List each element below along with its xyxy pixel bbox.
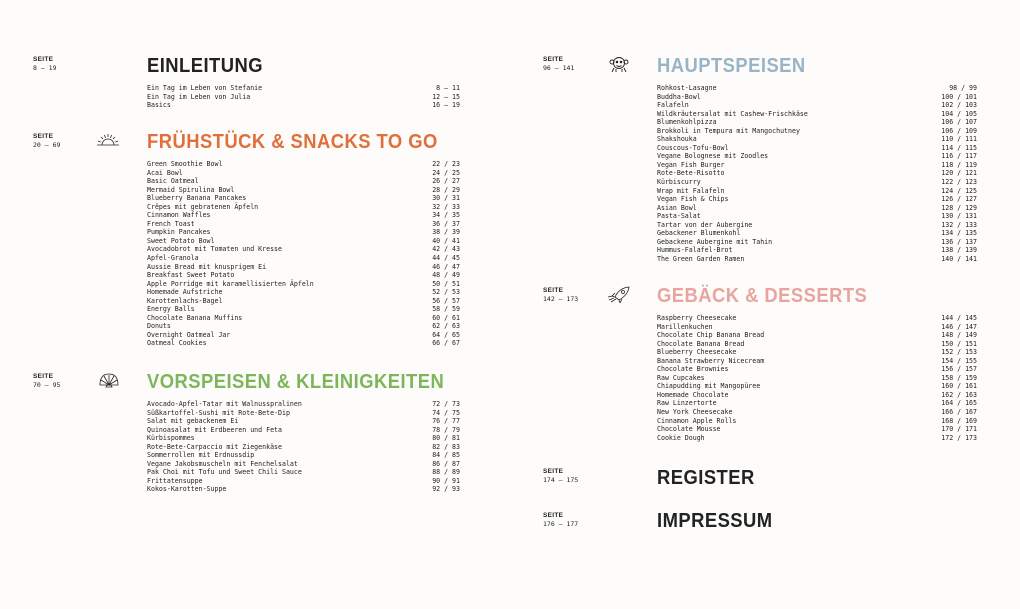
toc-entry-name: Salat mit gebackenem Ei	[147, 417, 239, 426]
toc-entry-name: Homemade Chocolate	[657, 390, 729, 399]
toc-entry[interactable]	[147, 211, 460, 220]
toc-entry-name: Avocado-Apfel-Tatar mit Walnusspralinen	[147, 400, 302, 408]
toc-entry[interactable]	[147, 84, 460, 93]
toc-entry-pages: 30 / 31	[432, 194, 460, 203]
seite-fruehstueck	[33, 133, 60, 149]
toc-entry[interactable]	[657, 127, 977, 136]
toc-entry-pages: 24 / 25	[432, 168, 460, 177]
list-fruehstueck	[147, 160, 460, 348]
rocket-icon	[607, 285, 631, 303]
toc-entry-pages: 170 / 171	[941, 425, 977, 434]
toc-entry-name: Shakshouka	[657, 135, 697, 144]
toc-entry-name: Blueberry Banana Pancakes	[147, 194, 247, 203]
toc-entry[interactable]	[657, 101, 977, 110]
seite-range: 176 – 177	[543, 520, 579, 528]
toc-entry-pages: 52 / 53	[432, 288, 460, 297]
toc-entry-pages: 126 / 127	[941, 195, 977, 204]
toc-entry-pages: 118 / 119	[941, 160, 977, 169]
toc-entry-name: Pumpkin Pancakes	[147, 228, 211, 237]
toc-entry-name: Quinoasalat mit Erdbeeren und Feta	[147, 425, 282, 434]
section-title-impressum[interactable]: IMPRESSUM	[657, 510, 773, 532]
toc-entry-pages: 132 / 133	[941, 220, 977, 229]
toc-entry-pages: 148 / 149	[941, 331, 977, 340]
section-title-fruehstueck[interactable]: FRÜHSTÜCK & SNACKS TO GO	[147, 131, 438, 153]
toc-entry[interactable]	[147, 101, 460, 110]
toc-entry[interactable]	[657, 169, 977, 178]
toc-entry[interactable]	[147, 434, 460, 443]
toc-entry-pages: 86 / 87	[432, 459, 460, 468]
toc-entry-pages: 120 / 121	[941, 169, 977, 178]
list-hauptspeisen	[657, 84, 977, 263]
toc-entry-name: Kürbiscurry	[657, 178, 701, 187]
toc-entry-name: Ein Tag im Leben von Stefanie	[147, 84, 263, 92]
toc-entry-name: Apple Porridge mit karamellisierten Äpfeln	[147, 279, 314, 288]
toc-entry-name: Chocolate Banana Muffins	[147, 313, 243, 322]
toc-entry-pages: 102 / 103	[941, 101, 977, 110]
toc-entry[interactable]	[657, 365, 977, 374]
toc-entry[interactable]	[147, 460, 460, 469]
toc-entry-name: Energy Balls	[147, 305, 195, 314]
toc-entry-pages: 172 / 173	[941, 433, 977, 442]
section-title-hauptspeisen[interactable]: HAUPTSPEISEN	[657, 55, 806, 77]
seite-range: 8 – 19	[33, 64, 57, 72]
toc-entry-pages: 124 / 125	[941, 186, 977, 195]
toc-entry[interactable]	[147, 186, 460, 195]
toc-entry-pages: 74 / 75	[432, 408, 460, 417]
toc-entry[interactable]	[147, 331, 460, 340]
toc-entry-name: Pasta-Salat	[657, 212, 701, 221]
toc-entry[interactable]	[147, 426, 460, 435]
toc-entry-pages: 90 / 91	[432, 476, 460, 485]
toc-entry-pages: 114 / 115	[941, 143, 977, 152]
toc-entry-name: Green Smoothie Bowl	[147, 160, 223, 168]
toc-entry-name: Vegan Fish Burger	[657, 160, 725, 169]
toc-entry[interactable]	[657, 118, 977, 127]
toc-entry-name: Cinnamon Waffles	[147, 211, 211, 220]
list-vorspeisen	[147, 400, 460, 494]
toc-entry-name: Homemade Aufstriche	[147, 288, 223, 297]
toc-entry-pages: 34 / 35	[432, 211, 460, 220]
toc-entry-name: Raw Linzertorte	[657, 399, 717, 408]
toc-entry[interactable]	[147, 263, 460, 272]
toc-entry-pages: 84 / 85	[432, 451, 460, 460]
toc-entry-name: Kürbispommes	[147, 434, 195, 443]
toc-entry[interactable]	[147, 468, 460, 477]
toc-entry-name: Blumenkohlpizza	[657, 118, 717, 127]
toc-entry-pages: 12 – 15	[432, 92, 460, 101]
toc-entry-name: Basics	[147, 101, 171, 110]
toc-entry[interactable]	[657, 246, 977, 255]
seite-einleitung	[33, 56, 56, 72]
toc-entry[interactable]	[147, 443, 460, 452]
toc-entry[interactable]	[657, 340, 977, 349]
toc-entry-pages: 116 / 117	[941, 152, 977, 161]
toc-entry-name: Oatmeal Cookies	[147, 339, 207, 348]
toc-entry-name: Pak Choi mit Tofu und Sweet Chili Sauce	[147, 468, 302, 477]
toc-entry-pages: 60 / 61	[432, 313, 460, 322]
toc-entry[interactable]	[147, 254, 460, 263]
toc-entry[interactable]	[147, 400, 460, 409]
toc-entry-pages: 22 / 23	[432, 160, 460, 168]
toc-entry-pages: 134 / 135	[941, 229, 977, 238]
toc-entry[interactable]	[657, 229, 977, 238]
section-title-gebaeck[interactable]: GEBÄCK & DESSERTS	[657, 285, 868, 307]
toc-entry-pages: 40 / 41	[432, 236, 460, 245]
toc-entry-pages: 78 / 79	[432, 425, 460, 434]
seite-label: SEITE	[543, 468, 564, 475]
toc-entry-pages: 76 / 77	[432, 417, 460, 426]
shell-icon	[97, 372, 121, 390]
toc-entry[interactable]	[657, 84, 977, 93]
toc-entry-name: Cookie Dough	[657, 433, 705, 442]
toc-entry-pages: 46 / 47	[432, 262, 460, 271]
toc-entry[interactable]	[657, 161, 977, 170]
toc-entry-name: Overnight Oatmeal Jar	[147, 330, 231, 339]
toc-entry[interactable]	[657, 348, 977, 357]
toc-entry-name: Donuts	[147, 322, 171, 331]
toc-entry[interactable]	[657, 323, 977, 332]
monkey-icon	[607, 55, 631, 73]
toc-entry-pages: 162 / 163	[941, 390, 977, 399]
toc-entry-name: Vegan Fish & Chips	[657, 195, 729, 204]
toc-entry-name: Chiapudding mit Mangopüree	[657, 382, 761, 391]
seite-label: SEITE	[543, 512, 564, 519]
toc-entry[interactable]	[147, 417, 460, 426]
toc-entry-name: Wrap mit Falafeln	[657, 186, 725, 195]
toc-entry-pages: 154 / 155	[941, 356, 977, 365]
section-title-einleitung[interactable]: EINLEITUNG	[147, 55, 264, 77]
toc-entry[interactable]	[147, 280, 460, 289]
toc-entry-name: Blueberry Cheesecake	[657, 348, 737, 357]
toc-entry[interactable]	[657, 221, 977, 230]
toc-entry-pages: 64 / 65	[432, 330, 460, 339]
toc-entry[interactable]	[657, 144, 977, 153]
toc-entry-name: Karottenlachs-Bagel	[147, 296, 223, 305]
toc-entry[interactable]	[657, 425, 977, 434]
toc-entry-pages: 48 / 49	[432, 271, 460, 280]
toc-entry-name: Chocolate Mousse	[657, 425, 721, 434]
toc-entry-pages: 42 / 43	[432, 245, 460, 254]
toc-entry-name: Vegane Bolognese mit Zoodles	[657, 152, 769, 161]
toc-entry-name: Brokkoli in Tempura mit Mangochutney	[657, 126, 800, 135]
toc-entry-pages: 158 / 159	[941, 373, 977, 382]
toc-entry-pages: 106 / 107	[941, 118, 977, 127]
toc-entry-name: Buddha-Bowl	[657, 92, 701, 101]
toc-entry-name: Couscous-Tofu-Bowl	[657, 143, 729, 152]
seite-label: SEITE	[543, 287, 564, 294]
toc-entry[interactable]	[147, 237, 460, 246]
toc-entry[interactable]	[657, 417, 977, 426]
toc-entry-name: Acai Bowl	[147, 168, 183, 177]
toc-entry-pages: 144 / 145	[941, 314, 977, 322]
toc-entry-pages: 44 / 45	[432, 254, 460, 263]
toc-entry-pages: 80 / 81	[432, 434, 460, 443]
toc-entry[interactable]	[147, 220, 460, 229]
toc-entry-name: Wildkräutersalat mit Cashew-Frischkäse	[657, 109, 808, 118]
toc-entry-name: Marillenkuchen	[657, 322, 713, 331]
toc-entry[interactable]	[657, 135, 977, 144]
toc-entry-pages: 166 / 167	[941, 408, 977, 417]
toc-entry-pages: 122 / 123	[941, 178, 977, 187]
seite-register	[543, 468, 578, 484]
toc-entry[interactable]	[657, 195, 977, 204]
toc-entry[interactable]	[657, 408, 977, 417]
toc-entry[interactable]	[147, 93, 460, 102]
toc-entry[interactable]	[657, 374, 977, 383]
toc-entry-pages: 26 / 27	[432, 177, 460, 186]
toc-entry-pages: 56 / 57	[432, 296, 460, 305]
toc-entry-name: Raw Cupcakes	[657, 373, 705, 382]
toc-entry-pages: 36 / 37	[432, 219, 460, 228]
toc-entry[interactable]	[657, 93, 977, 102]
toc-entry-pages: 38 / 39	[432, 228, 460, 237]
toc-entry-pages: 136 / 137	[941, 237, 977, 246]
toc-entry-name: Apfel-Granola	[147, 254, 199, 263]
seite-range: 142 – 173	[543, 295, 579, 303]
toc-entry[interactable]	[657, 357, 977, 366]
toc-entry-name: Basic Oatmeal	[147, 177, 199, 186]
toc-entry-name: Mermaid Spirulina Bowl	[147, 185, 235, 194]
toc-entry[interactable]	[657, 204, 977, 213]
toc-entry-pages: 168 / 169	[941, 416, 977, 425]
toc-entry-name: Asian Bowl	[657, 203, 697, 212]
toc-entry-name: Hummus-Falafel-Brot	[657, 246, 733, 255]
toc-entry-pages: 130 / 131	[941, 212, 977, 221]
seite-label: SEITE	[33, 373, 54, 380]
toc-entry-pages: 32 / 33	[432, 202, 460, 211]
toc-entry-name: Banana Strawberry Nicecream	[657, 356, 765, 365]
toc-entry[interactable]	[147, 451, 460, 460]
toc-entry[interactable]	[147, 305, 460, 314]
toc-entry-pages: 98 / 99	[949, 84, 977, 92]
toc-entry-pages: 88 / 89	[432, 468, 460, 477]
toc-entry[interactable]	[147, 245, 460, 254]
toc-entry-name: Frittatensuppe	[147, 476, 203, 485]
list-einleitung	[147, 84, 460, 110]
toc-entry-name: Vegane Jakobsmuscheln mit Fenchelsalat	[147, 459, 298, 468]
toc-entry[interactable]	[657, 255, 977, 264]
toc-entry-name: Crêpes mit gebratenen Äpfeln	[147, 202, 259, 211]
toc-entry[interactable]	[657, 382, 977, 391]
toc-entry-name: New York Cheesecake	[657, 408, 733, 417]
toc-entry[interactable]	[657, 331, 977, 340]
toc-entry-name: Cinnamon Apple Rolls	[657, 416, 737, 425]
toc-entry-pages: 146 / 147	[941, 322, 977, 331]
toc-entry-name: Rote-Bete-Carpaccio mit Ziegenkäse	[147, 442, 282, 451]
toc-entry-pages: 152 / 153	[941, 348, 977, 357]
toc-entry-name: Avocadobrot mit Tomaten und Kresse	[147, 245, 282, 254]
toc-entry[interactable]	[147, 322, 460, 331]
toc-entry-pages: 150 / 151	[941, 339, 977, 348]
toc-entry-pages: 160 / 161	[941, 382, 977, 391]
toc-entry-name: Chocolate Brownies	[657, 365, 729, 374]
section-title-vorspeisen[interactable]: VORSPEISEN & KLEINIGKEITEN	[147, 371, 445, 393]
toc-entry[interactable]	[657, 178, 977, 187]
toc-entry-pages: 156 / 157	[941, 365, 977, 374]
toc-entry-name: Chocolate Chip Banana Bread	[657, 331, 765, 340]
seite-label: SEITE	[543, 56, 564, 63]
toc-entry-name: Ein Tag im Leben von Julia	[147, 92, 251, 101]
toc-entry[interactable]	[657, 314, 977, 323]
toc-entry-pages: 128 / 129	[941, 203, 977, 212]
seite-range: 20 – 69	[33, 141, 61, 149]
toc-entry-name: Sweet Potato Bowl	[147, 236, 215, 245]
toc-entry-pages: 92 / 93	[432, 485, 460, 494]
toc-entry[interactable]	[657, 187, 977, 196]
toc-entry[interactable]	[147, 477, 460, 486]
toc-entry-name: Raspberry Cheesecake	[657, 314, 737, 322]
toc-entry-pages: 110 / 111	[941, 135, 977, 144]
seite-label: SEITE	[33, 56, 54, 63]
toc-entry-pages: 82 / 83	[432, 442, 460, 451]
toc-entry[interactable]	[657, 399, 977, 408]
toc-entry[interactable]	[147, 271, 460, 280]
toc-entry[interactable]	[657, 238, 977, 247]
toc-entry-pages: 62 / 63	[432, 322, 460, 331]
toc-entry-pages: 164 / 165	[941, 399, 977, 408]
seite-vorspeisen	[33, 373, 60, 389]
seite-range: 96 – 141	[543, 64, 575, 72]
toc-entry-name: The Green Garden Ramen	[657, 254, 745, 263]
toc-entry-pages: 58 / 59	[432, 305, 460, 314]
toc-entry[interactable]	[657, 434, 977, 443]
seite-label: SEITE	[33, 133, 54, 140]
toc-entry[interactable]	[147, 297, 460, 306]
toc-entry[interactable]	[147, 177, 460, 186]
toc-entry-pages: 72 / 73	[432, 400, 460, 408]
toc-entry[interactable]	[657, 212, 977, 221]
toc-entry-pages: 106 / 109	[941, 126, 977, 135]
toc-entry[interactable]	[147, 339, 460, 348]
toc-entry-name: Chocolate Banana Bread	[657, 339, 745, 348]
toc-entry-pages: 100 / 101	[941, 92, 977, 101]
toc-entry-name: Sommerrollen mit Erdnussdip	[147, 451, 255, 460]
seite-gebaeck	[543, 287, 578, 303]
seite-hauptspeisen	[543, 56, 574, 72]
list-gebaeck	[657, 314, 977, 442]
toc-entry[interactable]	[147, 314, 460, 323]
sunrise-icon	[96, 131, 120, 149]
toc-entry-pages: 104 / 105	[941, 109, 977, 118]
toc-entry-pages: 138 / 139	[941, 246, 977, 255]
toc-entry[interactable]	[147, 228, 460, 237]
toc-entry-name: Breakfast Sweet Potato	[147, 271, 235, 280]
toc-entry-name: Aussie Bread mit knusprigem Ei	[147, 262, 267, 271]
toc-entry-pages: 50 / 51	[432, 279, 460, 288]
toc-entry-pages: 8 – 11	[436, 84, 460, 92]
seite-impressum	[543, 512, 578, 528]
toc-entry-name: Süßkartoffel-Sushi mit Rote-Bete-Dip	[147, 408, 290, 417]
toc-entry[interactable]	[657, 110, 977, 119]
toc-entry[interactable]	[147, 288, 460, 297]
toc-entry[interactable]	[657, 391, 977, 400]
toc-entry-pages: 140 / 141	[941, 254, 977, 263]
toc-entry-name: Rohkost-Lasagne	[657, 84, 717, 92]
toc-entry-pages: 16 – 19	[432, 101, 460, 110]
toc-entry[interactable]	[657, 152, 977, 161]
toc-entry[interactable]	[147, 169, 460, 178]
toc-entry[interactable]	[147, 194, 460, 203]
toc-entry[interactable]	[147, 485, 460, 494]
toc-entry-name: Falafeln	[657, 101, 689, 110]
toc-entry[interactable]	[147, 409, 460, 418]
toc-entry-name: Gebackener Blumenkohl	[657, 229, 741, 238]
toc-entry[interactable]	[147, 203, 460, 212]
toc-entry-name: French Toast	[147, 219, 195, 228]
seite-range: 70 – 95	[33, 381, 61, 389]
seite-range: 174 – 175	[543, 476, 579, 484]
toc-entry-pages: 66 / 67	[432, 339, 460, 348]
section-title-register[interactable]: REGISTER	[657, 467, 755, 489]
toc-entry-name: Gebackene Aubergine mit Tahin	[657, 237, 773, 246]
toc-entry-name: Kokos-Karotten-Suppe	[147, 485, 227, 494]
toc-entry[interactable]	[147, 160, 460, 169]
toc-entry-pages: 28 / 29	[432, 185, 460, 194]
toc-entry-name: Rote-Bete-Risotto	[657, 169, 725, 178]
toc-entry-name: Tartar von der Aubergine	[657, 220, 753, 229]
